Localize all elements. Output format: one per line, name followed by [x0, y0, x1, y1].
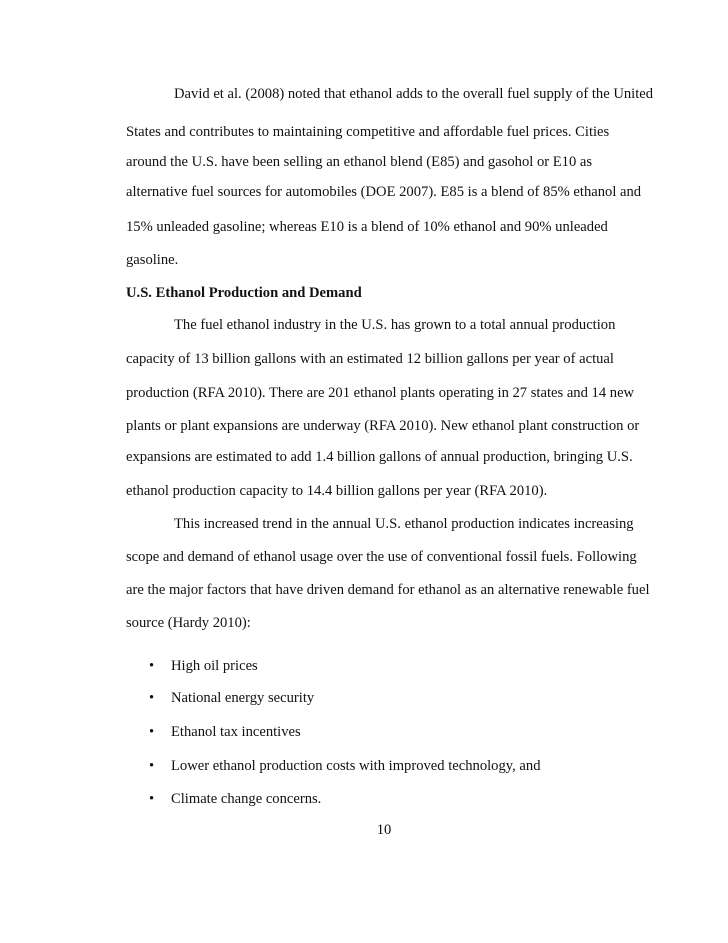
- page-number: 10: [376, 822, 392, 838]
- paragraph-2-line-6: ethanol production capacity to 14.4 billion gallons per year (RFA 2010).: [126, 483, 548, 499]
- bullet-marker: •: [149, 658, 155, 674]
- paragraph-3-line-1: This increased trend in the annual U.S. ethanol production indicates increasing: [174, 516, 634, 532]
- paragraph-1-line-3: around the U.S. have been selling an ethanol blend (E85) and gasohol or E10 as: [126, 154, 593, 170]
- bullet-item-5: Climate change concerns.: [171, 791, 322, 807]
- bullet-item-4: Lower ethanol production costs with improved technology, and: [171, 758, 541, 774]
- paragraph-2-line-2: capacity of 13 billion gallons with an estimated 12 billion gallons per year of actual: [126, 351, 614, 367]
- paragraph-1-line-4: alternative fuel sources for automobiles (DOE 2007). E85 is a blend of 85% ethanol and: [126, 184, 642, 200]
- paragraph-1-line-6: gasoline.: [126, 252, 179, 268]
- paragraph-3-line-3: are the major factors that have driven demand for ethanol as an alternative renewable fuel: [126, 582, 650, 598]
- bullet-item-2: National energy security: [171, 690, 315, 706]
- bullet-marker: •: [149, 791, 155, 807]
- bullet-marker: •: [149, 690, 155, 706]
- bullet-item-3: Ethanol tax incentives: [171, 724, 301, 740]
- bullet-item-1: High oil prices: [171, 658, 258, 674]
- bullet-marker: •: [149, 724, 155, 740]
- paragraph-2-line-3: production (RFA 2010). There are 201 ethanol plants operating in 27 states and 14 new: [126, 385, 635, 401]
- section-heading: U.S. Ethanol Production and Demand: [126, 285, 362, 301]
- paragraph-1-line-2: States and contributes to maintaining competitive and affordable fuel prices. Cities: [126, 124, 610, 140]
- paragraph-1-line-1: David et al. (2008) noted that ethanol adds to the overall fuel supply of the United: [174, 86, 654, 102]
- bullet-marker: •: [149, 758, 155, 774]
- paragraph-2-line-1: The fuel ethanol industry in the U.S. has grown to a total annual production: [174, 317, 616, 333]
- paragraph-2-line-5: expansions are estimated to add 1.4 billion gallons of annual production, bringing U.S.: [126, 449, 633, 465]
- paragraph-3-line-2: scope and demand of ethanol usage over the use of conventional fossil fuels. Following: [126, 549, 637, 565]
- paragraph-1-line-5: 15% unleaded gasoline; whereas E10 is a blend of 10% ethanol and 90% unleaded: [126, 219, 608, 235]
- paragraph-2-line-4: plants or plant expansions are underway (RFA 2010). New ethanol plant construction or: [126, 418, 640, 434]
- paragraph-3-line-4: source (Hardy 2010):: [126, 615, 251, 631]
